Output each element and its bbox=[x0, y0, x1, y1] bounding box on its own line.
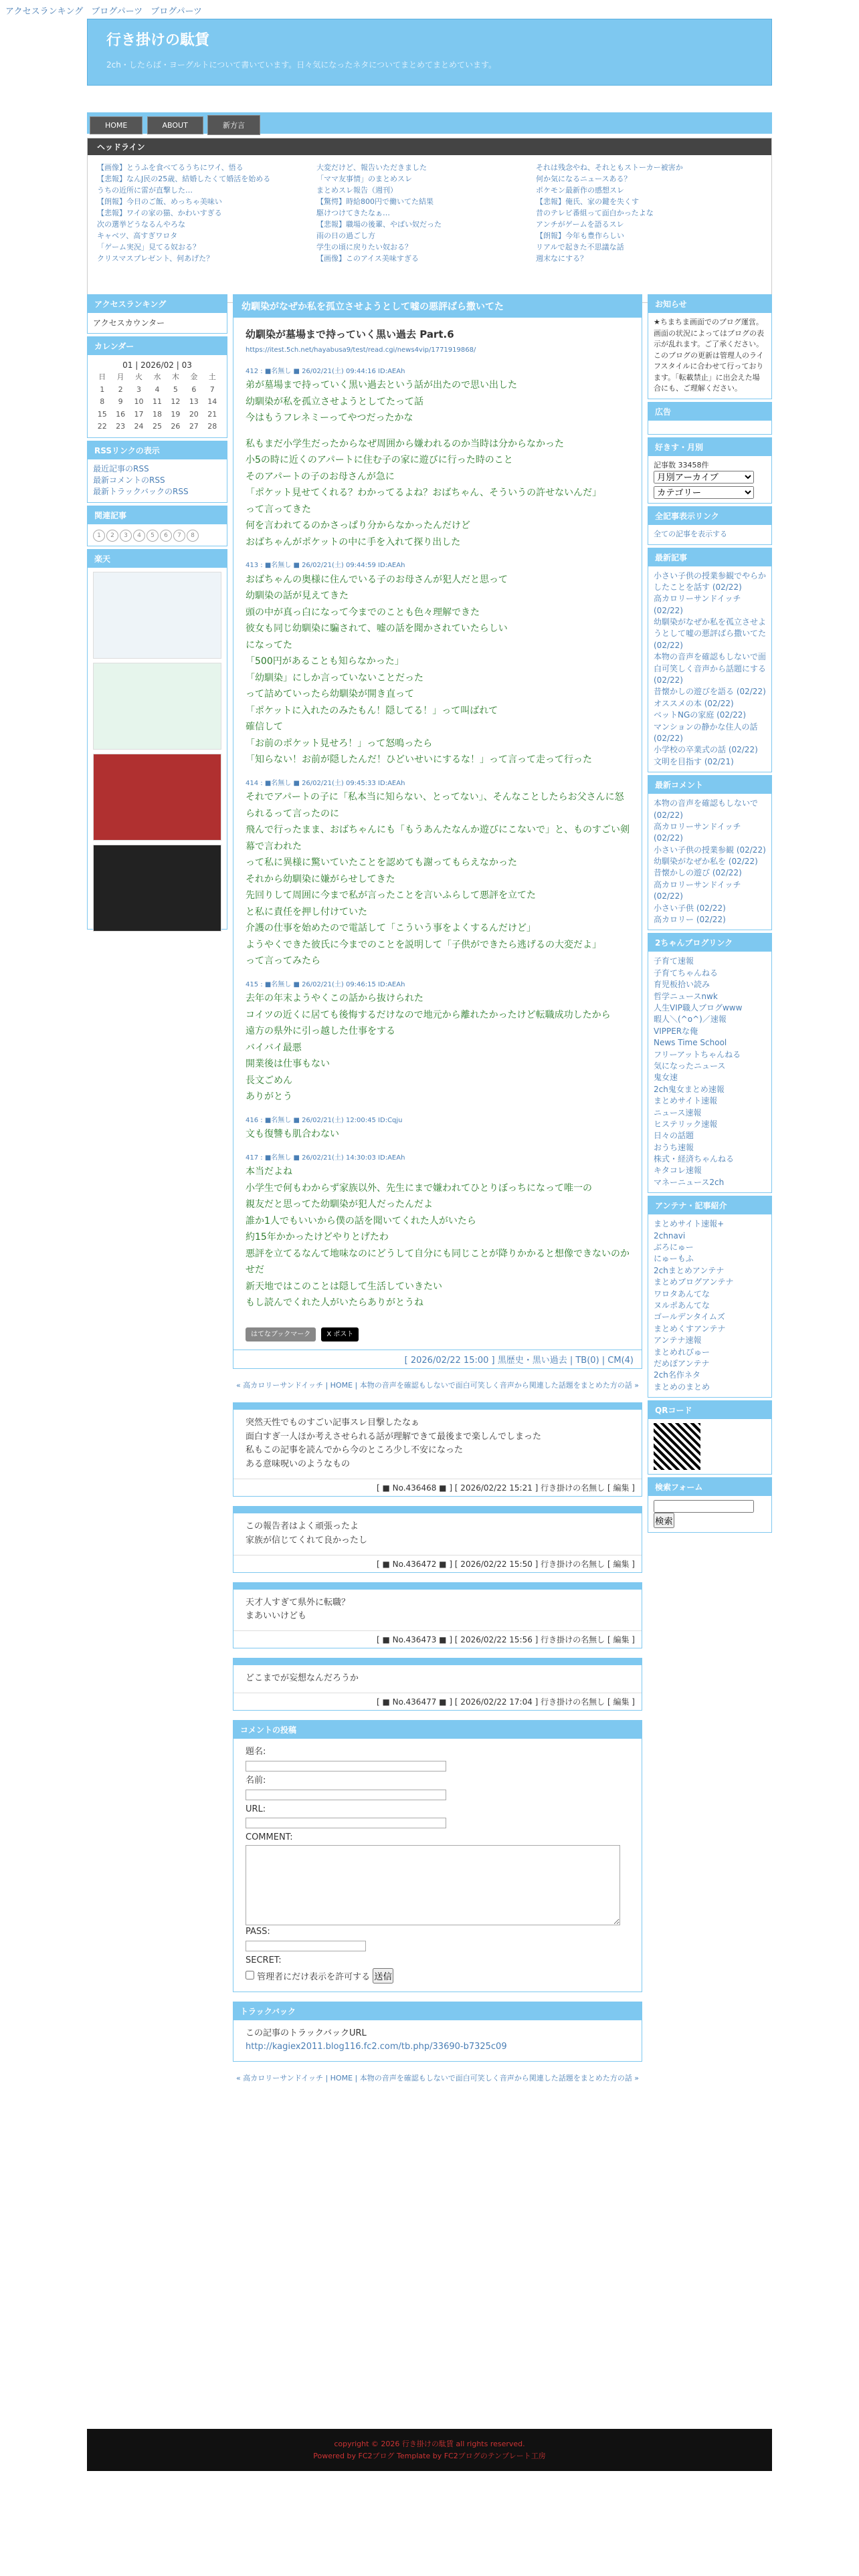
trackback-url[interactable]: http://kagiex2011.blog116.fc2.com/tb.php/33690-b7325c09 bbox=[246, 2042, 507, 2052]
calendar-date[interactable]: 7 bbox=[209, 385, 215, 394]
antenna-link[interactable]: だめぽアンテナ bbox=[654, 1358, 710, 1368]
post-line: バイバイ最悪 bbox=[246, 1042, 302, 1053]
archive-select[interactable] bbox=[654, 471, 754, 484]
ranking-link[interactable]: アクセスランキング bbox=[5, 7, 84, 17]
antenna-link[interactable]: ワロタあんてな bbox=[654, 1289, 710, 1299]
all-entries-title: 全記事表示リンク bbox=[648, 507, 771, 525]
post-line: もし読んでくれた人がいたらありがとうね bbox=[246, 1297, 423, 1309]
calendar-date[interactable]: 9 bbox=[118, 397, 123, 406]
blog-links-title: 2ちゃんブログリンク bbox=[648, 934, 771, 952]
name-label: 名前: bbox=[246, 1775, 266, 1786]
comment bbox=[233, 1506, 642, 1573]
calendar-day-label: 金 bbox=[190, 372, 198, 381]
calendar-date[interactable]: 15 bbox=[97, 409, 107, 419]
antenna-link[interactable]: まとめくすアンテナ bbox=[654, 1323, 726, 1333]
post-line: ありがとう bbox=[246, 1091, 292, 1103]
notice-title: お知らせ bbox=[648, 295, 771, 313]
calendar-date[interactable]: 13 bbox=[189, 397, 199, 406]
blog-link[interactable]: ヒステリック速報 bbox=[654, 1119, 718, 1129]
headline-item[interactable]: クリスマスプレゼント、何あげた？ bbox=[97, 254, 214, 263]
headline-item[interactable]: うちの近所に雷が直撃した… bbox=[97, 186, 193, 195]
recent-comment[interactable]: 昔懐かしの遊び (02/22) bbox=[654, 868, 742, 878]
rss-title: RSSリンクの表示 bbox=[88, 441, 227, 459]
post-line: せだ bbox=[246, 1265, 264, 1276]
headline-item[interactable]: 【悲報】職場の後輩、やばい奴だった bbox=[316, 220, 442, 229]
calendar-date[interactable]: 2 bbox=[118, 385, 123, 394]
blog-link[interactable]: 暇人＼(^o^)／速報 bbox=[654, 1014, 727, 1025]
url-input[interactable] bbox=[246, 1818, 446, 1828]
post-meta: 415 : ■名無し ■ 26/02/21(土) 09:46:15 ID:AEAh bbox=[246, 980, 405, 988]
recent-comments-title: 最新コメント bbox=[648, 776, 771, 794]
comment-footer[interactable]: [ ■ No.436468 ■ ] [ 2026/02/22 15:21 ] 行き掛けの名無し [ 編集 ] bbox=[233, 1479, 642, 1496]
post-line: 誰か1人でもいいから僕の話を聞いてくれた人がいたら bbox=[246, 1215, 476, 1226]
post-line: って詰めていったら幼馴染が開き直って bbox=[246, 689, 414, 700]
post-line: 「ポケット見せてくれる？わかってるよね？おばちゃん、そういうの許せないんだ」 bbox=[246, 488, 602, 499]
post bbox=[246, 366, 630, 427]
ranking-title: アクセスランキング bbox=[88, 295, 227, 313]
post-line: 確信して bbox=[246, 722, 283, 733]
blog-link[interactable]: フリーアットちゃんねる bbox=[654, 1049, 741, 1059]
calendar-head[interactable]: 01 | 2026/02 | 03 bbox=[122, 360, 192, 370]
post-line: 介護の仕事を始めたので電話して「こういう事をよくするんだけど」 bbox=[246, 923, 536, 934]
pager-dot[interactable]: 1 bbox=[93, 530, 105, 542]
calendar bbox=[88, 355, 227, 437]
comments bbox=[233, 1402, 642, 1711]
trackback-title: トラックバック bbox=[233, 2002, 642, 2020]
calendar-day-label: 月 bbox=[116, 372, 124, 381]
article-subtitle: 幼馴染が墓場まで持っていく黒い過去 Part.6 bbox=[246, 328, 454, 340]
qr-title: QRコード bbox=[648, 1401, 771, 1419]
antenna-link[interactable]: まとめブログアンテナ bbox=[654, 1277, 734, 1287]
recent-entry[interactable]: 高カロリーサンドイッチ (02/22) bbox=[654, 594, 741, 615]
antenna-link[interactable]: ヌルポあんてな bbox=[654, 1300, 710, 1310]
comment-footer[interactable]: [ ■ No.436477 ■ ] [ 2026/02/22 17:04 ] 行き掛けの名無し [ 編集 ] bbox=[233, 1693, 642, 1710]
blog-link[interactable]: キタコレ速報 bbox=[654, 1166, 702, 1176]
category-select[interactable] bbox=[654, 486, 754, 499]
post-line: 悪評を立てるなんて地味なのにどうして自分にも同じことが降りかかると想像できないのか bbox=[246, 1248, 630, 1259]
subject-input[interactable] bbox=[246, 1761, 446, 1772]
post-meta: 417 : ■名無し ■ 26/02/21(土) 14:30:03 ID:AEAh bbox=[246, 1154, 405, 1162]
calendar-date[interactable]: 10 bbox=[134, 397, 144, 406]
article bbox=[233, 294, 642, 1369]
trackback-label: この記事のトラックバックURL bbox=[246, 2028, 367, 2038]
blog-link[interactable]: ニュース速報 bbox=[654, 1107, 702, 1117]
calendar-date[interactable]: 28 bbox=[207, 422, 217, 431]
calendar-date[interactable]: 25 bbox=[152, 422, 162, 431]
blog-link[interactable]: 鬼女速 bbox=[654, 1073, 678, 1083]
calendar-date[interactable]: 23 bbox=[116, 422, 126, 431]
post bbox=[246, 560, 630, 768]
post-line: 飛んで行ったまま、おばちゃんにも「もうあんたなんか遊びにこないで」と、ものすごい剣幕で言われた bbox=[246, 825, 630, 852]
recent-entry[interactable]: マンションの静かな住人の話 (02/22) bbox=[654, 722, 758, 743]
secret-checkbox[interactable] bbox=[246, 1971, 254, 1979]
rakuten-widget bbox=[88, 568, 227, 929]
post-line: ようやくできた彼氏に今までのことを説明して「子供ができたら逃げるの大変だよ」 bbox=[246, 939, 601, 950]
antenna-link[interactable]: 2chnavi bbox=[654, 1230, 686, 1241]
comment-label: COMMENT: bbox=[246, 1832, 293, 1843]
calendar-date[interactable]: 3 bbox=[136, 385, 142, 394]
copyright-line-1: copyright © 2026 行き掛けの駄賃 all rights reserved. bbox=[334, 2440, 525, 2448]
post bbox=[246, 436, 630, 551]
product-image-2[interactable] bbox=[93, 663, 221, 750]
recent-entry[interactable]: オススメの本 (02/22) bbox=[654, 698, 734, 708]
pager-dot[interactable]: 6 bbox=[160, 530, 172, 542]
post-line: 本当だよね bbox=[246, 1166, 292, 1178]
comment-textarea[interactable] bbox=[246, 1845, 620, 1925]
calendar-day-label: 土 bbox=[208, 372, 216, 381]
calendar-date[interactable]: 17 bbox=[134, 409, 144, 419]
post-line: 去年の年末ようやくこの話から抜けられた bbox=[246, 993, 423, 1004]
calendar-date[interactable]: 16 bbox=[116, 409, 126, 419]
prev-next-nav[interactable]: « 高カロリーサンドイッチ | HOME | 本物の音声を確認もしないで面白可笑しく音声から関連した話題をまとめた方の話 » bbox=[236, 1381, 639, 1390]
posts bbox=[246, 366, 630, 1311]
post-line: 何を言われてるのかさっぱり分からなかったんだけど bbox=[246, 520, 470, 532]
post-line: 弟が墓場まで持っていく黒い過去という話が出たので思い出した bbox=[246, 380, 517, 391]
site-header bbox=[87, 19, 772, 86]
headline-col-2 bbox=[316, 162, 536, 296]
antenna-link[interactable]: 2ch名作ネタ bbox=[654, 1370, 700, 1380]
recent-entry[interactable]: 昔懐かしの遊びを語る (02/22) bbox=[654, 687, 766, 697]
calendar-date[interactable]: 6 bbox=[191, 385, 197, 394]
post-line: 先回りして周囲に今まで私が言ったことを言いふらして悪評を立てた bbox=[246, 890, 536, 901]
article-source[interactable]: https://itest.5ch.net/hayabusa9/test/read.cgi/news4vip/1771919868/ bbox=[246, 346, 476, 354]
blog-link[interactable]: マネーニュース2ch bbox=[654, 1177, 725, 1187]
post-line: 親友だと思ってた幼馴染が犯人だったんだよ bbox=[246, 1199, 433, 1210]
subject-label: 題名: bbox=[246, 1747, 266, 1757]
post-line: 小5の時に近くのアパートに住む子の家に遊びに行った時のこと bbox=[246, 455, 513, 466]
post-line: 今はもうフレネミーってやつだったかな bbox=[246, 413, 413, 424]
calendar-date[interactable]: 20 bbox=[189, 409, 199, 419]
nav-dialect[interactable]: 新方言 bbox=[207, 115, 260, 135]
top-links bbox=[5, 4, 207, 17]
blog-link[interactable]: News Time School bbox=[654, 1038, 727, 1048]
post-line: 幼馴染が私を孤立させようとしてたって話 bbox=[246, 396, 423, 407]
antenna-link[interactable]: にゅーもふ bbox=[654, 1254, 694, 1264]
calendar-day-label: 水 bbox=[153, 372, 161, 381]
headline-item[interactable]: まとめスレ報告（週刊） bbox=[316, 186, 398, 195]
access-counter: アクセスカウンター bbox=[93, 318, 165, 328]
headline-item[interactable]: 大変だけど、報告いただきました bbox=[316, 163, 427, 172]
name-input[interactable] bbox=[246, 1790, 446, 1800]
recent-comment[interactable]: 高カロリーサンドイッチ (02/22) bbox=[654, 879, 741, 901]
post-line: 開業後は仕事もない bbox=[246, 1059, 330, 1070]
headline-item[interactable]: 【画像】とうふを食べてるうちにワイ、悟る bbox=[97, 163, 244, 172]
comment-line: 家族が信じてくれて良かったし bbox=[246, 1535, 368, 1545]
recent-entry[interactable]: 文明を目指す (02/21) bbox=[654, 756, 734, 766]
recent-entry[interactable]: ベットNGの家庭 (02/22) bbox=[654, 710, 747, 720]
calendar-title: カレンダー bbox=[88, 337, 227, 355]
recent-comment[interactable]: 小さい子供の授業参観 (02/22) bbox=[654, 845, 766, 855]
post-line: って私に異様に驚いていたことを認めても謝ってもらえなかった bbox=[246, 857, 517, 869]
calendar-date[interactable]: 8 bbox=[100, 397, 105, 406]
post-meta: 414 : ■名無し ■ 26/02/21(土) 09:45:33 ID:AEAh bbox=[246, 779, 405, 787]
recent-comment[interactable]: 高カロリーサンドイッチ (02/22) bbox=[654, 821, 741, 843]
comment-footer[interactable]: [ ■ No.436472 ■ ] [ 2026/02/22 15:50 ] 行き掛けの名無し [ 編集 ] bbox=[233, 1555, 642, 1572]
post-line: コイツの近くに居ても後悔するだけなので地元から離れたかったけど転職成功したから bbox=[246, 1009, 611, 1021]
post-line: それから幼馴染に嫌がらせしてきた bbox=[246, 873, 395, 885]
pager-dot[interactable]: 2 bbox=[106, 530, 118, 542]
page-wrap bbox=[87, 19, 772, 303]
pager-dot[interactable]: 5 bbox=[147, 530, 159, 542]
post bbox=[246, 778, 630, 970]
antenna-link[interactable]: ゴールデンタイムズ bbox=[654, 1312, 725, 1322]
comment bbox=[233, 1582, 642, 1649]
comment bbox=[233, 1658, 642, 1711]
headline-item[interactable]: アンチがゲームを語るスレ bbox=[536, 220, 624, 229]
antenna-list bbox=[648, 1214, 771, 1397]
copyright-line-2: Powered by FC2ブログ Template by FC2ブログのテンプレート工房 bbox=[313, 2451, 546, 2460]
copyright bbox=[87, 2429, 772, 2471]
headline-item[interactable]: 駆けつけてきたなぁ… bbox=[316, 209, 391, 218]
headline-item[interactable]: 雨の日の過ごし方 bbox=[316, 231, 376, 241]
left-sidebar bbox=[87, 294, 227, 932]
blog-link[interactable]: 哲学ニュースnwk bbox=[654, 991, 718, 1001]
post-line: になってた bbox=[246, 639, 292, 651]
post bbox=[246, 1152, 630, 1311]
calendar-date[interactable]: 18 bbox=[152, 409, 162, 419]
blog-link[interactable]: おうち速報 bbox=[654, 1142, 694, 1152]
headline-item[interactable]: キャベツ、高すぎワロタ bbox=[97, 231, 178, 241]
headline-box bbox=[87, 138, 772, 303]
product-image-4[interactable] bbox=[93, 845, 221, 932]
rss-link[interactable]: 最新トラックバックのRSS bbox=[93, 487, 189, 497]
site-title[interactable]: 行き掛けの駄賃 bbox=[106, 32, 210, 49]
headline-item[interactable]: 【悲報】なんJ民の25歳、結婚したくて婚活を始める bbox=[97, 175, 271, 184]
calendar-date[interactable]: 14 bbox=[207, 397, 217, 406]
calendar-date[interactable]: 12 bbox=[171, 397, 181, 406]
antenna-link[interactable]: まとめサイト速報+ bbox=[654, 1219, 725, 1229]
blog-link[interactable]: 株式・経済ちゃんねる bbox=[654, 1154, 735, 1164]
headline-item[interactable]: リアルで起きた不思議な話 bbox=[536, 243, 624, 252]
calendar-date[interactable]: 24 bbox=[134, 422, 144, 431]
antenna-link[interactable]: まとめのまとめ bbox=[654, 1382, 710, 1392]
blog-link[interactable]: 2ch鬼女まとめ速報 bbox=[654, 1084, 725, 1094]
post-line: 幼馴染の話が見えてきた bbox=[246, 591, 349, 602]
antenna-title: アンテナ・記事紹介 bbox=[648, 1196, 771, 1214]
rss-link[interactable]: 最近記事のRSS bbox=[93, 463, 149, 473]
calendar-date[interactable]: 26 bbox=[171, 422, 181, 431]
headline-item[interactable]: 次の選挙どうなるんやろな bbox=[97, 220, 185, 229]
prev-next-nav-bottom[interactable]: « 高カロリーサンドイッチ | HOME | 本物の音声を確認もしないで面白可笑しく音声から関連した話題をまとめた方の話 » bbox=[236, 2074, 639, 2083]
global-nav bbox=[87, 112, 772, 134]
post-line: と私に責任を押し付けていた bbox=[246, 906, 367, 918]
recent-comment[interactable]: 小さい子供 (02/22) bbox=[654, 903, 726, 913]
headline-item[interactable]: それは残念やね、それともストーカー被害か bbox=[536, 163, 683, 172]
calendar-date[interactable]: 5 bbox=[173, 385, 178, 394]
rss-list bbox=[88, 459, 227, 502]
blogparts-link-2[interactable]: ブログパーツ bbox=[151, 7, 202, 17]
recent-comments-list bbox=[648, 794, 771, 930]
post-line: おばちゃんがポケットの中に手を入れて探り出した bbox=[246, 536, 461, 548]
post-line: 長文ごめん bbox=[246, 1075, 292, 1086]
headline-item[interactable]: 【悲報】俺氏、家の鍵を失くす bbox=[536, 197, 640, 207]
blog-link[interactable]: 日々の話題 bbox=[654, 1131, 694, 1141]
site-description: 2ch・したらば・ヨーグルトについて書いています。日々気になったネタについてまとめてまとめています。 bbox=[106, 60, 497, 70]
antenna-link[interactable]: ぶろにゅー bbox=[654, 1243, 694, 1253]
calendar-date[interactable]: 21 bbox=[207, 409, 217, 419]
post-line: 遠方の県外に引っ越した仕事をする bbox=[246, 1026, 395, 1037]
comment-form bbox=[233, 1720, 642, 1992]
headline-item[interactable]: 学生の頃に戻りたい奴おる？ bbox=[316, 243, 413, 252]
post-line: おばちゃんの奥様に住んでいる子のお母さんが犯人だと思って bbox=[246, 574, 508, 585]
comment-line: ある意味呪いのようなもの bbox=[246, 1459, 351, 1470]
share-buttons bbox=[246, 1327, 630, 1342]
blog-link[interactable]: まとめサイト速報 bbox=[654, 1096, 718, 1106]
article-footer[interactable]: [ 2026/02/22 15:00 ] 黒歴史・黒い過去 | TB(0) | CM(4) bbox=[233, 1350, 642, 1368]
recent-entry[interactable]: 小さい子供の授業参観でやらかしたことを話す (02/22) bbox=[654, 570, 767, 592]
post-meta: 416 : ■名無し ■ 26/02/21(土) 12:00:45 ID:Cqju bbox=[246, 1116, 403, 1124]
hatena-button[interactable]: はてなブックマーク bbox=[246, 1327, 316, 1342]
comment-form-title: コメントの投稿 bbox=[233, 1721, 642, 1739]
calendar-day-label: 火 bbox=[135, 372, 143, 381]
secret-label: SECRET: bbox=[246, 1955, 282, 1965]
recent-comment[interactable]: 高カロリー (02/22) bbox=[654, 915, 726, 925]
nav-home[interactable]: HOME bbox=[90, 116, 142, 134]
calendar-date[interactable]: 19 bbox=[171, 409, 181, 419]
headline-title: ヘッドライン bbox=[88, 138, 771, 155]
post bbox=[246, 979, 630, 1105]
pass-input[interactable] bbox=[246, 1941, 366, 1951]
calendar-date[interactable]: 27 bbox=[189, 422, 199, 431]
post-line: それでアパートの子に「私本当に知らない、とってない」、そんなことしたらお父さんに怒られるって言ったのに bbox=[246, 792, 624, 819]
post-meta: 413 : ■名無し ■ 26/02/21(土) 09:44:59 ID:AEAh bbox=[246, 562, 405, 570]
recent-comment[interactable]: 本物の音声を確認もしないで (02/22) bbox=[654, 798, 759, 820]
headline-item[interactable]: 【画像】このアイス美味すぎる bbox=[316, 254, 419, 263]
calendar-date[interactable]: 4 bbox=[155, 385, 160, 394]
calendar-date[interactable]: 22 bbox=[97, 422, 107, 431]
comment-line: まあいいけども bbox=[246, 1611, 307, 1622]
comment-line: 私もこの記事を読んでから今のところ少し不安になった bbox=[246, 1445, 464, 1456]
headline-item[interactable]: 「ママ友事情」のまとめスレ bbox=[316, 175, 413, 184]
all-entries-link[interactable]: 全ての記事を表示する bbox=[654, 530, 727, 538]
blog-link[interactable]: VIPPERな俺 bbox=[654, 1026, 698, 1036]
headline-item[interactable]: 昔のテレビ番組って面白かったよな bbox=[536, 209, 654, 218]
recent-entry[interactable]: 本物の音声を確認もしないで面白可笑しく音声から話題にする (02/22) bbox=[654, 652, 767, 685]
pager-dot[interactable]: 7 bbox=[173, 530, 185, 542]
post-line: 文も復讐も肌合わない bbox=[246, 1129, 339, 1140]
calendar-date[interactable]: 11 bbox=[152, 397, 162, 406]
post-line: 約15年かかったけどやりとげたわ bbox=[246, 1232, 389, 1243]
blog-link[interactable]: 子育て速報 bbox=[654, 956, 694, 966]
post-line: 私もまだ小学生だったからなぜ周囲から嫌われるのか当時は分からなかった bbox=[246, 438, 564, 449]
comment-line: 突然天性でものすごい記事スレ目撃したなぁ bbox=[246, 1417, 420, 1428]
post-line: 小学生で何もわからず家族以外、先生にまで嫌われてひとりぼっちになって唯一の bbox=[246, 1182, 592, 1194]
trackback-box bbox=[233, 2002, 642, 2062]
recent-entry[interactable]: 幼馴染がなぜか私を孤立させようとして嘘の悪評ばら撒いてた (02/22) bbox=[654, 617, 767, 650]
product-image-1[interactable] bbox=[93, 572, 221, 659]
pager-dot[interactable]: 4 bbox=[133, 530, 145, 542]
submit-button[interactable]: 送信 bbox=[373, 1968, 393, 1983]
calendar-day-label: 日 bbox=[98, 372, 106, 381]
related-pager bbox=[88, 524, 227, 546]
comment-line: どこまでが妄想なんだろうか bbox=[246, 1673, 359, 1684]
calendar-date[interactable]: 1 bbox=[100, 385, 105, 394]
headline-item[interactable]: 何か気になるニュースある？ bbox=[536, 175, 632, 184]
recent-comment[interactable]: 幼馴染がなぜか私を (02/22) bbox=[654, 857, 758, 867]
post-line: って言ってみたら bbox=[246, 956, 320, 967]
post bbox=[246, 1115, 630, 1143]
pager-dot[interactable]: 8 bbox=[187, 530, 199, 542]
blog-link[interactable]: 気になったニュース bbox=[654, 1061, 726, 1071]
search-input[interactable] bbox=[654, 1500, 754, 1513]
blog-link[interactable]: 育児板拾い読み bbox=[654, 980, 710, 990]
search-button[interactable]: 検索 bbox=[654, 1513, 674, 1528]
comment-line: 面白すぎ一人ほか考えさせられる話が理解できて最後まで楽しんでしまった bbox=[246, 1431, 542, 1442]
post-line: 「お前のポケット見せろ！」って怒鳴ったら bbox=[246, 738, 433, 749]
notice-text: ★ちまちま画面でのブログ運営。画面の状況によってはブログの表示が乱れます。ご了承ください。このブログの更新は管理人のライフスタイルに合わせて行っております。「転載禁止」に出会えた場合にも、ご理解ください。 bbox=[654, 318, 764, 393]
post-line: そのアパートの子のお母さんが急に bbox=[246, 471, 395, 482]
comment-footer[interactable]: [ ■ No.436473 ■ ] [ 2026/02/22 15:56 ] 行き掛けの名無し [ 編集 ] bbox=[233, 1630, 642, 1648]
post-line: って言ってきた bbox=[246, 504, 311, 515]
url-label: URL: bbox=[246, 1804, 266, 1814]
post-line: 「幼馴染」にしか言っていないことだった bbox=[246, 672, 423, 683]
related-title: 関連記事 bbox=[88, 506, 227, 524]
recent-list bbox=[648, 566, 771, 772]
headline-item[interactable]: ポケモン最新作の感想スレ bbox=[536, 186, 625, 195]
recent-entry[interactable]: 小学校の卒業式の話 (02/22) bbox=[654, 745, 758, 755]
ad-title: 広告 bbox=[648, 403, 771, 421]
calendar-day-label: 木 bbox=[171, 372, 179, 381]
post-line: 「ポケットに入れたのみたもん！隠してる！」って叫ばれて bbox=[246, 705, 498, 716]
headline-col-1 bbox=[97, 162, 316, 296]
x-post-button[interactable]: X ポスト bbox=[321, 1327, 359, 1342]
post-line: 新天地ではこのことは隠して生活していきたい bbox=[246, 1281, 442, 1292]
secret-checkbox-label: 管理者にだけ表示を許可する bbox=[257, 1971, 371, 1982]
headline-item[interactable]: 【朗報】今年も豊作らしい bbox=[536, 231, 625, 241]
pager-dot[interactable]: 3 bbox=[120, 530, 132, 542]
rakuten-title: 楽天 bbox=[88, 550, 227, 568]
product-image-3[interactable] bbox=[93, 754, 221, 841]
post-line: 「500円があることも知らなかった」 bbox=[246, 656, 404, 667]
headline-item[interactable]: 【朗報】今日のご飯、めっちゃ美味い bbox=[97, 197, 222, 207]
pass-label: PASS: bbox=[246, 1927, 270, 1937]
antenna-link[interactable]: まとめれびゅー bbox=[654, 1347, 710, 1357]
comment-line: この報告者はよく頑張ったよ bbox=[246, 1521, 359, 1532]
nav-about[interactable]: ABOUT bbox=[147, 116, 203, 134]
blogparts-link-1[interactable]: ブログパーツ bbox=[91, 7, 143, 17]
post-meta: 412 : ■名無し ■ 26/02/21(土) 09:44:16 ID:AEAh bbox=[246, 367, 405, 375]
headline-item[interactable]: 「ゲーム実況」見てる奴おる？ bbox=[97, 243, 200, 252]
qr-code bbox=[654, 1423, 700, 1470]
comment-line: 天才人すぎて県外に転職？ bbox=[246, 1597, 351, 1608]
right-sidebar bbox=[648, 294, 772, 1535]
main-content bbox=[233, 294, 642, 2095]
recent-title: 最新記事 bbox=[648, 548, 771, 566]
search-form-title: 検索フォーム bbox=[648, 1478, 771, 1496]
rss-link[interactable]: 最新コメントのRSS bbox=[93, 475, 165, 485]
archive-title: 好きす・月別 bbox=[648, 438, 771, 456]
blog-link[interactable]: 子育てちゃんねる bbox=[654, 968, 719, 978]
blog-links-list bbox=[648, 952, 771, 1192]
headline-item[interactable]: 【驚愕】時給800円で働いてた結果 bbox=[316, 197, 434, 207]
headline-item[interactable]: 週末なにする？ bbox=[536, 254, 588, 263]
antenna-link[interactable]: 2chまとめアンテナ bbox=[654, 1265, 725, 1275]
post-count: 記事数 33458件 bbox=[654, 460, 709, 469]
post-line: 彼女も同じ幼馴染に騙されて、嘘の話を聞かされていたらしい bbox=[246, 623, 508, 635]
article-title[interactable]: 幼馴染がなぜか私を孤立させようとして嘘の悪評ばら撒いてた bbox=[233, 295, 642, 318]
comment bbox=[233, 1402, 642, 1497]
headline-col-3 bbox=[536, 162, 755, 296]
antenna-link[interactable]: アンテナ速報 bbox=[654, 1335, 702, 1346]
post-line: 「知らない！お前が隠したんだ！ひどいせいにするな！」って言って走って行った bbox=[246, 754, 592, 766]
blog-link[interactable]: 人生VIP職人ブログwww bbox=[654, 1003, 743, 1012]
post-line: 頭の中が真っ白になって今までのことも色々理解できた bbox=[246, 607, 480, 618]
headline-item[interactable]: 【悲報】ワイの家の猫、かわいすぎる bbox=[97, 209, 222, 218]
